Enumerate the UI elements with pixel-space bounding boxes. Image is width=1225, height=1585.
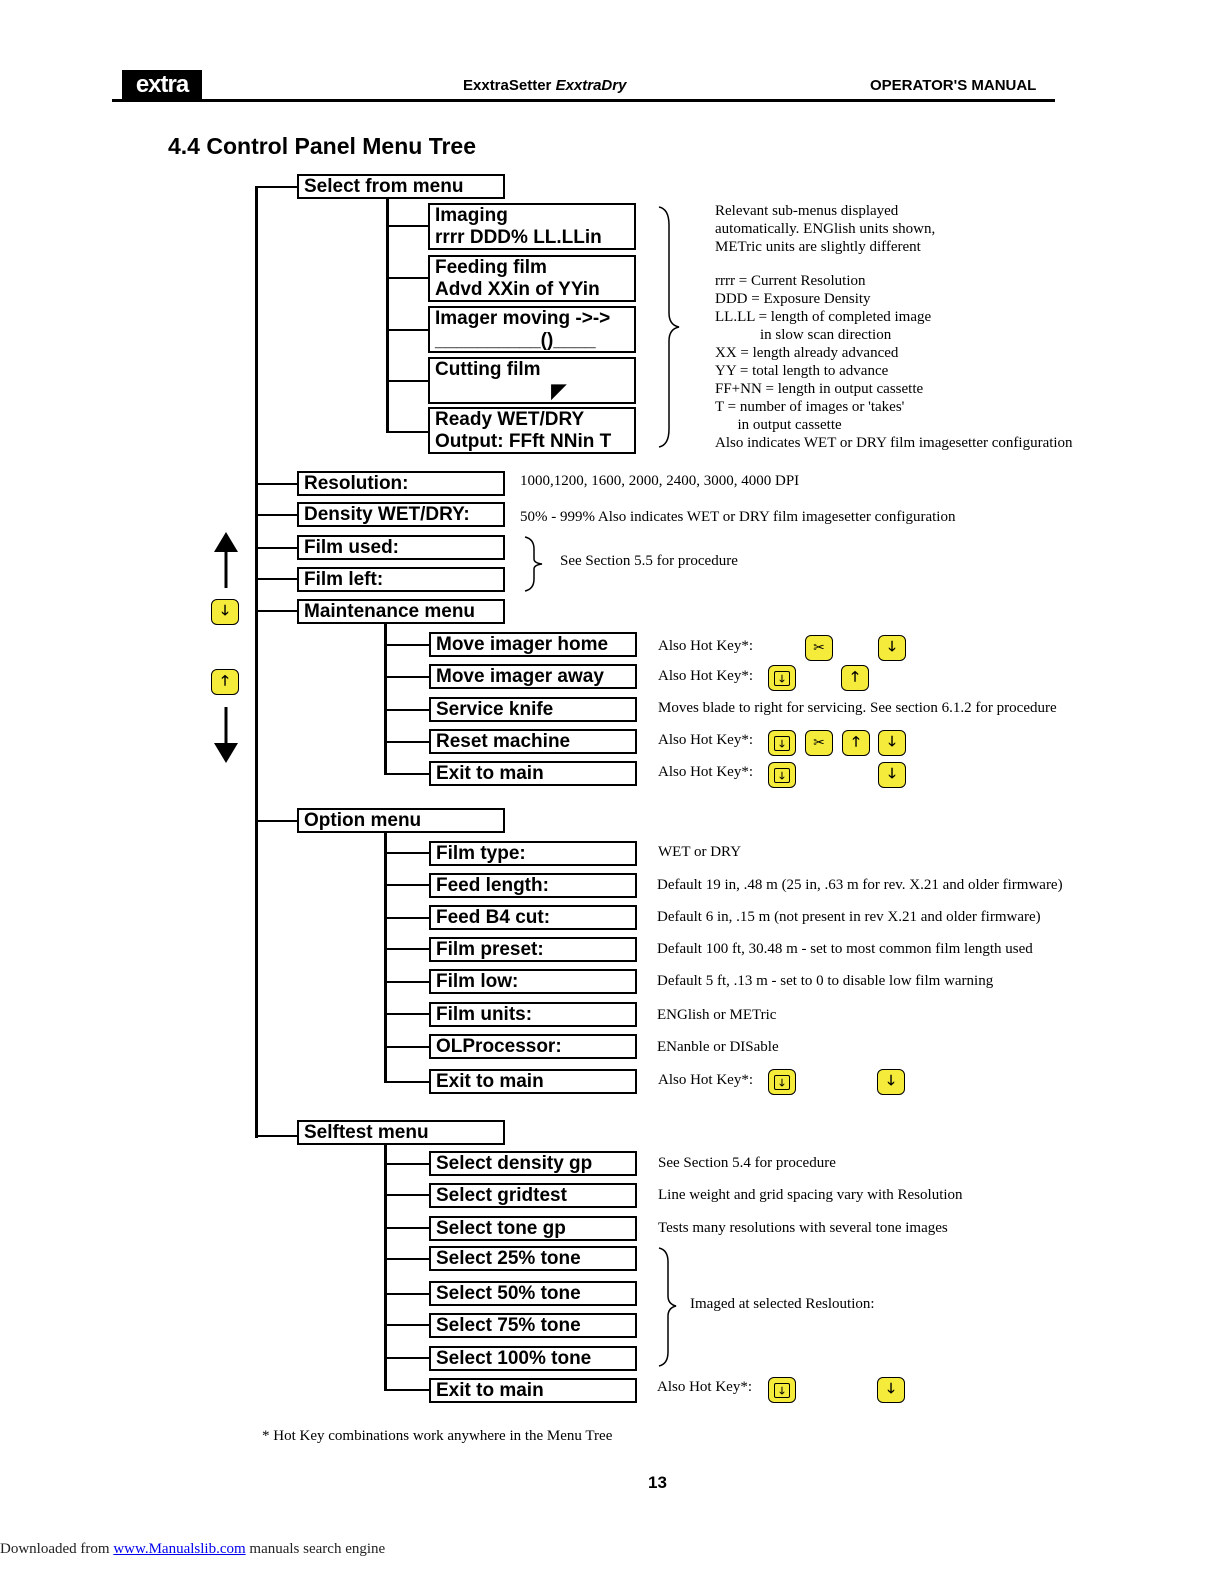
header-rule — [112, 99, 1055, 102]
branch — [255, 1135, 299, 1137]
option-note: Default 5 ft, .13 m - set to 0 to disable low film warning — [657, 973, 994, 989]
film-low-box: Film low: — [429, 969, 637, 994]
branch — [255, 610, 299, 612]
branch — [384, 1258, 430, 1260]
branch — [386, 329, 430, 331]
cursor-icon: ◤ — [551, 381, 566, 402]
branch — [384, 948, 430, 950]
download-line: Downloaded from www.Manualslib.com manuals search engine — [0, 1541, 386, 1557]
exit-to-main-box: Exit to main — [429, 1069, 637, 1094]
option-trunk — [384, 832, 387, 1082]
home-key-icon: 🡓 — [768, 730, 796, 756]
select-25-tone-box: Select 25% tone — [429, 1246, 637, 1271]
film-used-box: Film used: — [297, 535, 505, 560]
option-note: WET or DRY — [658, 844, 742, 860]
option-note: ENanble or DISable — [657, 1039, 779, 1055]
option-note: Default 6 in, .15 m (not present in rev X.21 and older firmware) — [657, 909, 1041, 925]
branch — [386, 431, 430, 433]
hotkey-note: Also Hot Key*: — [658, 1072, 753, 1088]
branch — [384, 1194, 430, 1196]
home-key-icon: 🡓 — [768, 762, 796, 788]
branch — [384, 1389, 430, 1391]
hotkey-note: Also Hot Key*: — [658, 638, 753, 654]
up-arrow-key-icon: 🡑 — [841, 665, 869, 691]
density-box: Density WET/DRY: — [297, 502, 505, 527]
select-from-menu-box: Select from menu — [297, 174, 505, 199]
hotkey-note: Also Hot Key*: — [658, 668, 753, 684]
down-arrow-key-icon: 🡓 — [878, 762, 906, 788]
scissors-key-icon: ✂ — [805, 730, 833, 756]
selftest-menu-box: Selftest menu — [297, 1120, 505, 1145]
status-box-feeding: Feeding film Advd XXin of YYin — [428, 255, 636, 302]
branch — [255, 578, 299, 580]
selftest-note: Tests many resolutions with several tone images — [658, 1220, 948, 1236]
status-box-ready: Ready WET/DRY Output: FFft NNin T — [428, 407, 636, 454]
resolution-box: Resolution: — [297, 471, 505, 496]
branch — [255, 483, 299, 485]
branch — [384, 709, 430, 711]
home-key-icon: 🡓 — [768, 665, 796, 691]
status-trunk — [386, 198, 389, 432]
status-box-cutting: Cutting film ◤ — [428, 357, 636, 404]
branch — [384, 1013, 430, 1015]
option-note: Default 19 in, .48 m (25 in, .63 m for rev. X.21 and older firmware) — [657, 877, 1063, 893]
extra-logo: extra — [122, 70, 202, 100]
page-number: 13 — [648, 1473, 667, 1492]
tone-note: Imaged at selected Resloution: — [690, 1296, 875, 1312]
branch — [384, 884, 430, 886]
branch — [386, 380, 430, 382]
branch — [384, 644, 430, 646]
tree-trunk — [255, 186, 258, 1138]
feed-length-box: Feed length: — [429, 873, 637, 898]
footnote: * Hot Key combinations work anywhere in the Menu Tree — [262, 1428, 613, 1444]
move-imager-away-box: Move imager away — [429, 664, 637, 689]
density-note: 50% - 999% Also indicates WET or DRY film imagesetter configuration — [520, 509, 956, 525]
service-knife-note: Moves blade to right for servicing. See section 6.1.2 for procedure — [658, 700, 1057, 716]
down-arrow-key-icon: 🡓 — [877, 1377, 905, 1403]
tone-brace — [656, 1246, 682, 1370]
select-tone-gp-box: Select tone gp — [429, 1216, 637, 1241]
option-note: ENGlish or METric — [657, 1007, 777, 1023]
down-arrow-key-icon: 🡓 — [878, 730, 906, 756]
film-type-box: Film type: — [429, 841, 637, 866]
branch — [384, 981, 430, 983]
branch — [384, 917, 430, 919]
olprocessor-box: OLProcessor: — [429, 1034, 637, 1059]
home-key-icon: 🡓 — [768, 1377, 796, 1403]
branch — [384, 1081, 430, 1083]
branch — [384, 773, 430, 775]
select-75-tone-box: Select 75% tone — [429, 1313, 637, 1338]
branch — [386, 277, 430, 279]
status-notes: Relevant sub-menus displayed automatically. ENGlish units shown, METric units are slightly different rrrr = Current Resolution DDD = Exposure Density LL.LL = length of completed image in slow scan direction XX = length already advanced YY = total length to advance FF+NN = length in output cassette T = number of images or 'takes' in output cassette Also indicates WET or DRY film imagesetter configuration — [715, 203, 1073, 451]
header-manual-title: OPERATOR'S MANUAL — [870, 77, 1037, 94]
hotkey-note: Also Hot Key*: — [658, 732, 753, 748]
down-arrow-key-icon: 🡓 — [878, 635, 906, 661]
status-box-moving: Imager moving ->-> __________()____ — [428, 306, 636, 353]
branch — [384, 1293, 430, 1295]
branch — [255, 547, 299, 549]
branch — [255, 514, 299, 516]
option-menu-box: Option menu — [297, 808, 505, 833]
down-arrow-key-icon: 🡓 — [211, 599, 239, 625]
branch — [255, 820, 299, 822]
down-arrow-icon — [212, 705, 240, 765]
move-imager-home-box: Move imager home — [429, 632, 637, 657]
maintenance-menu-box: Maintenance menu — [297, 599, 505, 624]
branch — [384, 1357, 430, 1359]
option-note: Default 100 ft, 30.48 m - set to most common film length used — [657, 941, 1033, 957]
film-units-box: Film units: — [429, 1002, 637, 1027]
feed-b4-cut-box: Feed B4 cut: — [429, 905, 637, 930]
film-left-box: Film left: — [297, 567, 505, 592]
branch — [384, 1163, 430, 1165]
film-preset-box: Film preset: — [429, 937, 637, 962]
film-brace — [522, 535, 548, 593]
select-gridtest-box: Select gridtest — [429, 1183, 637, 1208]
status-brace — [655, 205, 685, 449]
branch — [386, 225, 430, 227]
hotkey-note: Also Hot Key*: — [657, 1379, 752, 1395]
scissors-key-icon: ✂ — [805, 635, 833, 661]
section-title: 4.4 Control Panel Menu Tree — [168, 133, 477, 159]
selftest-trunk — [384, 1144, 387, 1390]
branch — [384, 1324, 430, 1326]
resolution-note: 1000,1200, 1600, 2000, 2400, 3000, 4000 DPI — [520, 473, 800, 489]
up-arrow-icon — [212, 530, 240, 590]
film-note: See Section 5.5 for procedure — [560, 553, 738, 569]
up-arrow-key-icon: 🡑 — [211, 669, 239, 695]
hotkey-note: Also Hot Key*: — [658, 764, 753, 780]
select-50-tone-box: Select 50% tone — [429, 1281, 637, 1306]
header-product-title: ExxtraSetter ExxtraDry — [463, 77, 627, 94]
branch — [384, 1227, 430, 1229]
up-arrow-key-icon: 🡑 — [842, 730, 870, 756]
status-box-imaging: Imaging rrrr DDD% LL.LLin — [428, 203, 636, 250]
service-knife-box: Service knife — [429, 697, 637, 722]
branch — [384, 852, 430, 854]
branch — [384, 741, 430, 743]
selftest-note: Line weight and grid spacing vary with Resolution — [658, 1187, 963, 1203]
selftest-note: See Section 5.4 for procedure — [658, 1155, 836, 1171]
down-arrow-key-icon: 🡓 — [877, 1069, 905, 1095]
exit-to-main-box: Exit to main — [429, 761, 637, 786]
exit-to-main-box: Exit to main — [429, 1378, 637, 1403]
branch — [255, 186, 299, 188]
reset-machine-box: Reset machine — [429, 729, 637, 754]
branch — [384, 676, 430, 678]
manualslib-link[interactable]: www.Manualslib.com — [113, 1541, 246, 1557]
select-density-gp-box: Select density gp — [429, 1151, 637, 1176]
select-100-tone-box: Select 100% tone — [429, 1346, 637, 1371]
branch — [384, 1046, 430, 1048]
home-key-icon: 🡓 — [768, 1069, 796, 1095]
